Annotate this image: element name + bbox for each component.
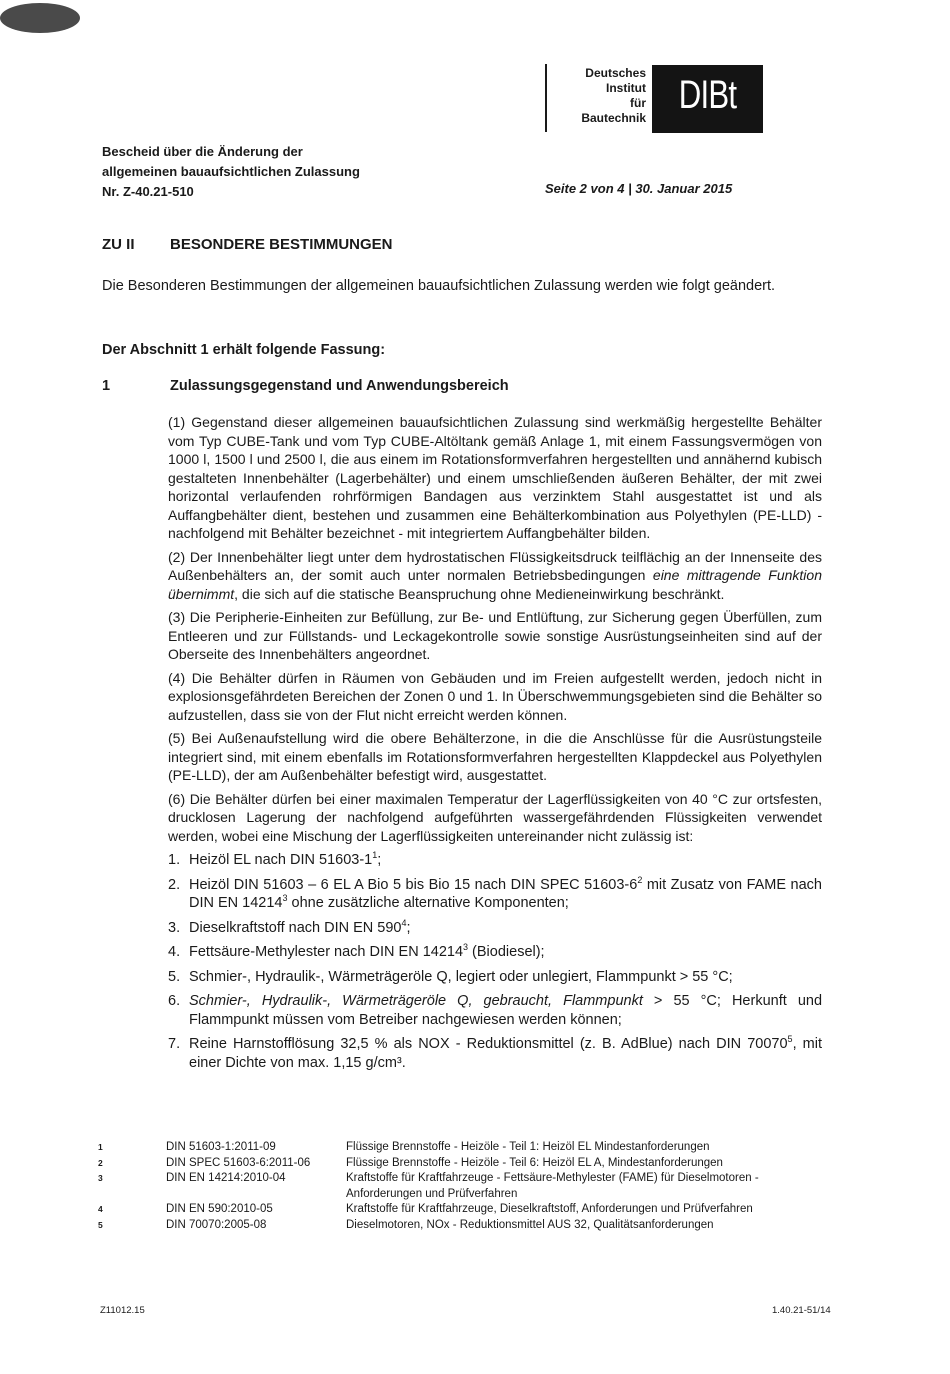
list-item	[168, 943, 822, 962]
body-text	[168, 413, 822, 1078]
header-line: Bescheid über die Änderung der	[102, 144, 303, 159]
item-number: 1.	[168, 852, 181, 868]
paragraph-1: (1) Gegenstand dieser allgemeinen bauaufsichtlichen Zulassung sind werkmäßig hergestellte Behälter vom Typ CUBE-Tank und vom Typ CUBE-Altöltank gemäß Anlage 1, mit einem Fassungsvermögen von 1000 l, 1500 l und 2500 l, die aus einem im Rotationsformverfahren hergestellten und annähernd kubisch gestalteten Innenbehälter (Lagerbehälter) und einem umschließenden äußeren Behälter, der mit zwei horizontal verlaufenden rohrförmigen Bandagen aus verzinktem Stahl ausgestattet ist und als Auffangbehälter dient, bestehen und zusammen eine Behälterkombination aus Polyethylen (PE-LLD) - nachfolgend mit Behälter bezeichnet - mit integriertem Auffangbehälter bilden.	[168, 414, 822, 541]
page-info: Seite 2 von 4 | 30. Januar 2015	[545, 181, 733, 196]
paragraph-2-text: (2) Der Innenbehälter liegt unter dem hydrostatischen Flüssigkeitsdruck teilflächig an der Innenseite des Außenbehälters an, der somit auch unter normalen Betriebsbedingungen	[168, 548, 822, 583]
logo-divider	[545, 64, 547, 132]
item-text: Schmier-, Hydraulik-, Wärmeträgeröle Q, legiert oder unlegiert, Flammpunkt > 55 °C;	[189, 968, 733, 985]
item-text: Heizöl EL nach DIN 51603-1	[189, 852, 373, 868]
logo-text	[560, 66, 646, 126]
abschnitt-note: Der Abschnitt 1 erhält folgende Fassung:	[102, 342, 386, 358]
footnote-code: DIN 51603-1:2011-09	[166, 1141, 276, 1153]
footnote-number: 1	[98, 1142, 103, 1152]
item-text: > 55 °C; Herkunft und Flammpunkt müssen vom Betreiber nachgewiesen werden können;	[189, 993, 823, 1028]
item-text: ohne zusätzliche alternative Komponenten;	[287, 895, 569, 911]
footnote	[92, 1140, 832, 1156]
subsection-number: 1	[102, 378, 111, 394]
footnote-code: DIN SPEC 51603-6:2011-06	[166, 1156, 311, 1169]
footnote-code: DIN EN 14214:2010-04	[166, 1172, 286, 1184]
footnote	[92, 1218, 832, 1234]
logo-line: für	[630, 96, 646, 110]
item-number: 5.	[168, 968, 181, 985]
footnote-desc: Dieselmotoren, NOx - Reduktionsmittel AUS 32, Qualitätsanforderungen	[346, 1218, 714, 1231]
footnote-number: 2	[98, 1157, 103, 1168]
dibt-logo	[652, 65, 763, 133]
item-text: mit Zusatz von FAME nach DIN EN 14214	[189, 876, 822, 911]
footnote-number: 5	[98, 1219, 103, 1230]
logo-line: Bautechnik	[581, 111, 646, 125]
item-text: , mit einer Dichte von max. 1,15 g/cm³.	[189, 1036, 822, 1071]
list-item	[168, 968, 822, 987]
footnote-ref: 3	[282, 893, 288, 904]
item-number: 4.	[168, 944, 181, 960]
paragraph-2-text: , die sich auf die statische Beanspruchung ohne Medieneinwirkung beschränkt.	[234, 585, 725, 602]
list-item	[168, 992, 822, 1029]
item-text: ;	[406, 919, 411, 936]
item-text: Fettsäure-Methylester nach DIN EN 14214	[189, 944, 464, 960]
footnote-ref: 1	[372, 850, 378, 861]
footnote-code: DIN 70070:2005-08	[166, 1218, 267, 1231]
footnote-ref: 2	[637, 874, 643, 885]
footer-left: Z11012.15	[100, 1305, 145, 1316]
list-item	[168, 851, 822, 870]
header-line: Nr. Z-40.21-510	[102, 184, 194, 199]
header-line: allgemeinen bauaufsichtlichen Zulassung	[102, 164, 360, 179]
item-text: ;	[377, 852, 382, 868]
section-title: BESONDERE BESTIMMUNGEN	[170, 236, 393, 253]
list-item	[168, 1035, 822, 1072]
logo-mark: DIBt	[678, 73, 737, 117]
footnote-ref: 4	[401, 917, 407, 928]
paragraph-3: (3) Die Peripherie-Einheiten zur Befüllung, zur Be- und Entlüftung, zur Sicherung gegen Überfüllen, zum Entleeren und zur Füllstands- und Leckagekontrolle sowie sonstige Ausrüstungseinheiten sind auf der Oberseite des Innenbehälters angeordnet.	[168, 609, 822, 662]
item-text: Heizöl DIN 51603 – 6 EL A Bio 5 bis Bio 15 nach DIN SPEC 51603-6	[189, 876, 638, 893]
paragraph-2-emphasis: eine mittragende Funktion übernimmt	[168, 567, 822, 602]
section-heading	[102, 236, 393, 253]
scan-mark	[0, 3, 80, 33]
document-header	[102, 142, 360, 202]
subsection-title: Zulassungsgegenstand und Anwendungsbereich	[170, 378, 509, 394]
footnotes	[92, 1140, 832, 1233]
subsection-heading	[102, 378, 509, 394]
item-text: Dieselkraftstoff nach DIN EN 590	[189, 919, 402, 936]
item-emphasis: Schmier-, Hydraulik-, Wärmeträgeröle Q, gebraucht, Flammpunkt	[189, 993, 643, 1009]
footnote-ref: 5	[787, 1034, 793, 1045]
item-number: 6.	[168, 993, 181, 1009]
item-number: 7.	[168, 1036, 181, 1052]
footnote	[92, 1171, 832, 1202]
footnote	[92, 1156, 832, 1172]
item-number: 2.	[168, 876, 181, 893]
list-item	[168, 919, 822, 938]
paragraph-2	[168, 548, 822, 604]
footnote-number: 4	[98, 1204, 103, 1214]
footnote-desc: Kraftstoffe für Kraftfahrzeuge, Dieselkraftstoff, Anforderungen und Prüfverfahren	[346, 1203, 753, 1215]
footnote-code: DIN EN 590:2010-05	[166, 1203, 273, 1215]
footnote-desc: Flüssige Brennstoffe - Heizöle - Teil 1: Heizöl EL Mindestanforderungen	[346, 1141, 710, 1153]
liquid-list	[168, 851, 822, 1072]
footnote-desc: Flüssige Brennstoffe - Heizöle - Teil 6: Heizöl EL A, Mindestanforderungen	[346, 1156, 723, 1169]
footer-right: 1.40.21-51/14	[772, 1305, 831, 1316]
logo-line: Institut	[606, 81, 646, 95]
section-number: ZU II	[102, 236, 135, 253]
footnote-ref: 3	[463, 942, 469, 953]
item-number: 3.	[168, 919, 181, 936]
item-text: Reine Harnstofflösung 32,5 % als NOX - Reduktionsmittel (z. B. AdBlue) nach DIN 70070	[189, 1036, 788, 1052]
footnote-desc: Kraftstoffe für Kraftfahrzeuge - Fettsäure-Methylester (FAME) für Dieselmotoren - Anforderungen und Prüfverfahren	[346, 1172, 759, 1200]
item-text: (Biodiesel);	[468, 944, 545, 960]
logo-line: Deutsches	[585, 66, 646, 80]
paragraph-6: (6) Die Behälter dürfen bei einer maximalen Temperatur der Lagerflüssigkeiten von 40 °C zur ortsfesten, drucklosen Lagerung der nachfolgend aufgeführten wassergefährdenden Flüssigkeiten verwendet werden, wobei eine Mischung der Lagerflüssigkeiten untereinander nicht zulässig ist:	[168, 790, 822, 844]
footnote-number: 3	[98, 1173, 103, 1183]
list-item	[168, 876, 822, 913]
paragraph-4: (4) Die Behälter dürfen in Räumen von Gebäuden und im Freien aufgestellt werden, jedoch nicht in explosionsgefährdeten Bereichen der Zonen 0 und 1. In Überschwemmungsgebieten sind die Behälter so aufzustellen, dass sie von der Flut nicht erreicht werden können.	[168, 669, 822, 723]
paragraph-5: (5) Bei Außenaufstellung wird die obere Behälterzone, in die die Anschlüsse für die Ausrüstungsteile integriert sind, mit einem ebenfalls im Rotationsformverfahren hergestellten Klappdeckel aus Polyethylen (PE-LLD), der am Außenbehälter befestigt wird, ausgestattet.	[168, 730, 822, 783]
footnote	[92, 1202, 832, 1218]
section-intro: Die Besonderen Bestimmungen der allgemeinen bauaufsichtlichen Zulassung werden wie folgt geändert.	[102, 278, 776, 294]
